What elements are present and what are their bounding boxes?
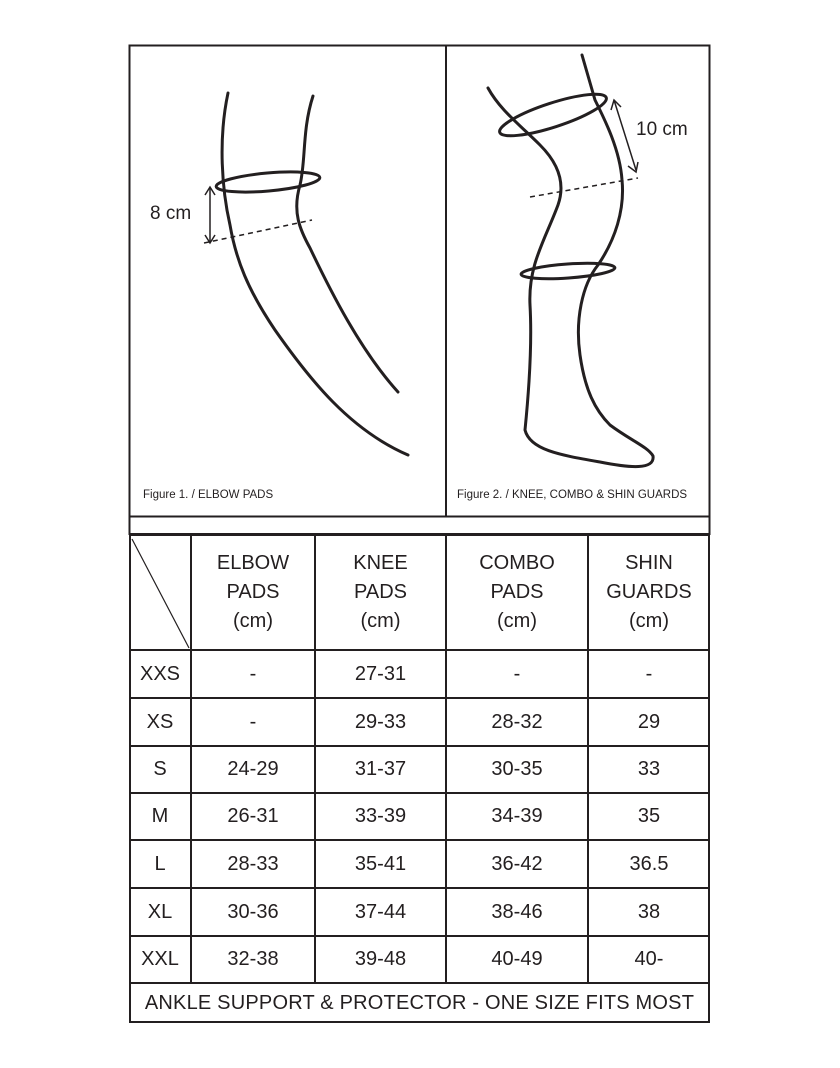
elbow-band-ring xyxy=(215,169,320,196)
size-label: XL xyxy=(147,900,173,923)
elbow-value: - xyxy=(249,710,257,733)
elbow-measure-guide xyxy=(204,187,312,243)
header-line: KNEE xyxy=(353,551,408,574)
header-knee-pads xyxy=(315,534,446,650)
header-shin-guards xyxy=(588,534,710,650)
table-row xyxy=(129,888,710,936)
shin-value: 29 xyxy=(637,710,661,733)
knee-measure-label: 10 cm xyxy=(636,119,688,140)
header-line: PADS xyxy=(490,580,544,603)
table-row xyxy=(129,793,710,840)
figure-1-caption: Figure 1. / ELBOW PADS xyxy=(143,489,274,501)
header-line: COMBO xyxy=(479,551,555,574)
table-row xyxy=(129,840,710,888)
size-label: S xyxy=(153,758,167,780)
figures-frame xyxy=(130,46,710,517)
combo-value: 38-46 xyxy=(491,900,543,923)
header-elbow-pads xyxy=(191,534,315,650)
size-label: XS xyxy=(146,710,174,733)
knee-value: 31-37 xyxy=(354,758,407,780)
header-unit: (cm) xyxy=(497,609,537,632)
thigh-band-ring xyxy=(496,86,610,143)
elbow-value: - xyxy=(249,662,257,685)
combo-value: 40-49 xyxy=(491,948,543,970)
table-row xyxy=(129,936,710,983)
header-line: PADS xyxy=(226,580,280,603)
table-row xyxy=(129,746,710,793)
header-unit: (cm) xyxy=(233,609,273,632)
header-unit: (cm) xyxy=(629,609,669,632)
elbow-value: 26-31 xyxy=(227,805,279,827)
size-label: M xyxy=(151,805,169,827)
shin-value: 35 xyxy=(637,805,661,827)
elbow-value: 28-33 xyxy=(227,852,279,875)
combo-value: 28-32 xyxy=(491,710,543,733)
corner-diagonal xyxy=(132,539,189,648)
size-label: XXL xyxy=(141,948,179,970)
ankle-support-note: ANKLE SUPPORT & PROTECTOR - ONE SIZE FITS MOST xyxy=(144,991,695,1014)
knee-value: 29-33 xyxy=(354,710,407,733)
header-unit: (cm) xyxy=(360,609,401,632)
shin-value: 38 xyxy=(637,900,661,923)
knee-value: 35-41 xyxy=(354,852,407,875)
header-line: PADS xyxy=(354,580,407,603)
arm-illustration xyxy=(215,93,408,455)
shin-value: 36.5 xyxy=(629,852,669,875)
combo-value: 30-35 xyxy=(491,758,543,780)
elbow-measure-label: 8 cm xyxy=(150,203,192,224)
figure-2-caption: Figure 2. / KNEE, COMBO & SHIN GUARDS xyxy=(457,489,688,501)
table-row xyxy=(129,650,710,698)
shin-value: 40- xyxy=(634,948,664,970)
size-label: L xyxy=(154,852,166,875)
leg-illustration xyxy=(488,55,653,467)
table-row xyxy=(129,698,710,746)
elbow-value: 30-36 xyxy=(227,900,279,923)
knee-value: 39-48 xyxy=(354,948,407,970)
knee-value: 33-39 xyxy=(354,805,407,827)
header-line: GUARDS xyxy=(606,580,692,603)
knee-value: 27-31 xyxy=(354,662,407,685)
header-line: ELBOW xyxy=(216,551,290,574)
spacer-band xyxy=(130,517,710,535)
shin-value: - xyxy=(645,662,653,685)
combo-value: - xyxy=(513,662,521,685)
combo-value: 34-39 xyxy=(491,805,543,827)
shin-value: 33 xyxy=(637,758,661,780)
size-label: XXS xyxy=(139,662,181,685)
combo-value: 36-42 xyxy=(491,852,543,875)
elbow-value: 32-38 xyxy=(227,948,279,970)
elbow-value: 24-29 xyxy=(227,758,279,780)
knee-value: 37-44 xyxy=(354,900,407,923)
header-combo-pads xyxy=(446,534,588,650)
header-line: SHIN xyxy=(625,551,673,574)
